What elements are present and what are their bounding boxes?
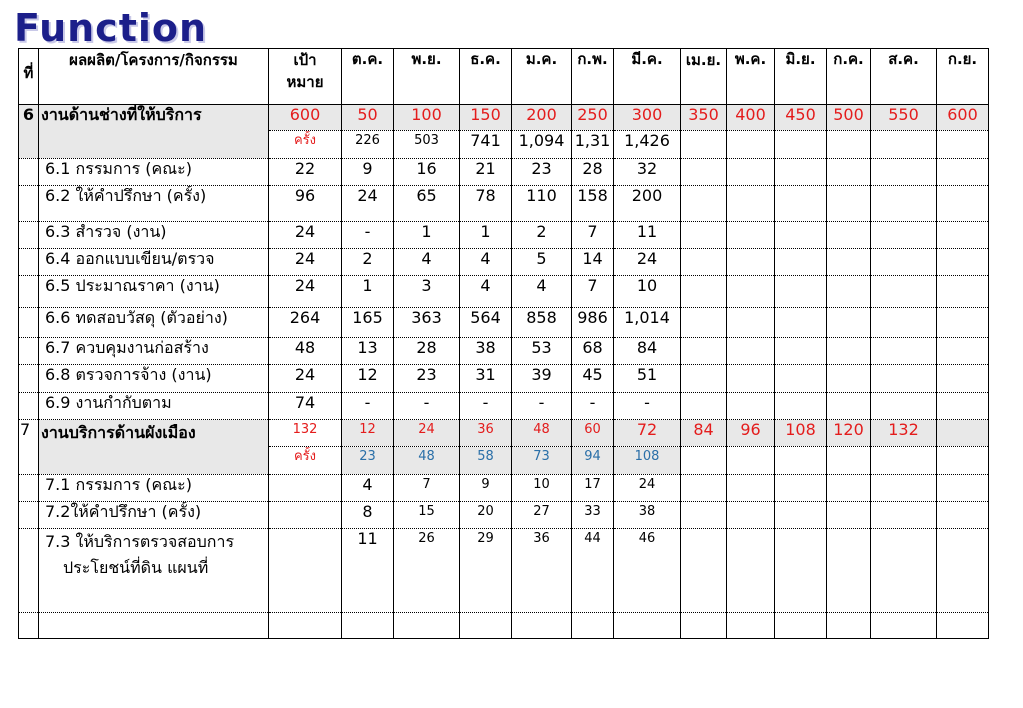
header-month: ก.พ.: [572, 49, 614, 105]
value-cell: 4: [512, 276, 572, 308]
value-cell: 24: [614, 249, 681, 276]
empty-cell: [937, 502, 989, 529]
value-cell: 1,014: [614, 308, 681, 338]
value-cell: 363: [394, 308, 460, 338]
empty-cell: [460, 613, 512, 639]
value-cell: 23: [394, 365, 460, 393]
empty-cell: [775, 613, 827, 639]
empty-cell: [681, 365, 727, 393]
activity-cell: 6.2 ให้คำปรึกษา (ครั้ง): [39, 186, 269, 222]
empty-cell: [827, 131, 871, 159]
empty-cell: [775, 365, 827, 393]
table-row: [19, 529, 989, 613]
table-row: [19, 393, 989, 420]
actual-cell: 48: [394, 447, 460, 475]
activity-cell: 6.7 ควบคุมงานก่อสร้าง: [39, 338, 269, 365]
value-cell: 65: [394, 186, 460, 222]
empty-cell: [727, 613, 775, 639]
empty-cell: [871, 393, 937, 420]
empty-cell: [871, 529, 937, 613]
actual-cell: 73: [512, 447, 572, 475]
header-target: [269, 49, 342, 105]
value-cell: 4: [460, 276, 512, 308]
header-month: ก.ค.: [827, 49, 871, 105]
plan-cell: 450: [775, 105, 827, 131]
value-cell: 31: [460, 365, 512, 393]
empty-cell: [827, 249, 871, 276]
empty-cell: [727, 475, 775, 502]
empty-cell: [827, 338, 871, 365]
empty-cell: [775, 475, 827, 502]
activity-cell: 6.8 ตรวจการจ้าง (งาน): [39, 365, 269, 393]
no-cell: [19, 249, 39, 276]
value-cell: 36: [512, 529, 572, 613]
target-cell: 22: [269, 159, 342, 186]
empty-cell: [937, 131, 989, 159]
target-cell: 48: [269, 338, 342, 365]
empty-cell: [937, 365, 989, 393]
value-cell: 4: [460, 249, 512, 276]
empty-cell: [775, 308, 827, 338]
empty-cell: [727, 529, 775, 613]
plan-cell: 84: [681, 420, 727, 447]
empty-cell: [775, 393, 827, 420]
empty-cell: [827, 475, 871, 502]
value-cell: 1: [342, 276, 394, 308]
empty-cell: [871, 502, 937, 529]
empty-cell: [19, 613, 39, 639]
plan-cell: 132: [871, 420, 937, 447]
empty-cell: [775, 131, 827, 159]
activity-cell: 6.3 สำรวจ (งาน): [39, 222, 269, 249]
activity-cell: 6.9 งานกำกับตาม: [39, 393, 269, 420]
empty-cell: [727, 222, 775, 249]
value-cell: 8: [342, 502, 394, 529]
no-cell: [19, 159, 39, 186]
no-cell: [19, 222, 39, 249]
value-cell: 16: [394, 159, 460, 186]
no-cell: [19, 365, 39, 393]
value-cell: 46: [614, 529, 681, 613]
value-cell: 23: [512, 159, 572, 186]
empty-cell: [775, 249, 827, 276]
plan-cell: 550: [871, 105, 937, 131]
value-cell: 9: [342, 159, 394, 186]
value-cell: 15: [394, 502, 460, 529]
empty-cell: [269, 613, 342, 639]
table-row: [19, 276, 989, 308]
value-cell: 39: [512, 365, 572, 393]
activity-line: ประโยชน์ที่ดิน แผนที่: [63, 558, 209, 577]
empty-cell: [681, 131, 727, 159]
empty-cell: [727, 159, 775, 186]
empty-cell: [937, 475, 989, 502]
activity-table: [18, 48, 989, 639]
empty-cell: [775, 186, 827, 222]
table-row: [19, 613, 989, 639]
target-cell: 264: [269, 308, 342, 338]
value-cell: 44: [572, 529, 614, 613]
plan-cell: 50: [342, 105, 394, 131]
plan-cell: 350: [681, 105, 727, 131]
value-cell: 17: [572, 475, 614, 502]
table-row: [19, 502, 989, 529]
value-cell: -: [342, 222, 394, 249]
unit-cell: ครั้ง: [269, 447, 342, 475]
empty-cell: [775, 447, 827, 475]
empty-cell: [727, 186, 775, 222]
empty-cell: [827, 529, 871, 613]
empty-cell: [937, 613, 989, 639]
empty-cell: [937, 420, 989, 447]
empty-cell: [681, 447, 727, 475]
no-cell: [19, 475, 39, 502]
value-cell: 68: [572, 338, 614, 365]
header-month: ธ.ค.: [460, 49, 512, 105]
empty-cell: [681, 159, 727, 186]
header-activity: [39, 49, 269, 105]
value-cell: 53: [512, 338, 572, 365]
plan-cell: 72: [614, 420, 681, 447]
value-cell: -: [614, 393, 681, 420]
empty-cell: [775, 529, 827, 613]
no-cell: [19, 393, 39, 420]
empty-cell: [827, 222, 871, 249]
empty-cell: [871, 159, 937, 186]
plan-cell: 48: [512, 420, 572, 447]
empty-cell: [871, 308, 937, 338]
header-target-label: เป้าหมาย: [286, 51, 324, 91]
empty-cell: [775, 222, 827, 249]
table-row: [19, 365, 989, 393]
empty-cell: [871, 249, 937, 276]
header-month: มิ.ย.: [775, 49, 827, 105]
actual-cell: 23: [342, 447, 394, 475]
table-header: [19, 49, 989, 105]
actual-cell: 94: [572, 447, 614, 475]
actual-cell: 1,094: [512, 131, 572, 159]
empty-cell: [775, 502, 827, 529]
empty-cell: [871, 186, 937, 222]
value-cell: 28: [572, 159, 614, 186]
header-month: ก.ย.: [937, 49, 989, 105]
value-cell: 110: [512, 186, 572, 222]
value-cell: 13: [342, 338, 394, 365]
value-cell: 24: [342, 186, 394, 222]
activity-cell: 6.6 ทดสอบวัสดุ (ตัวอย่าง): [39, 308, 269, 338]
empty-cell: [727, 308, 775, 338]
value-cell: 7: [572, 222, 614, 249]
empty-cell: [681, 308, 727, 338]
empty-cell: [727, 131, 775, 159]
header-month: ต.ค.: [342, 49, 394, 105]
value-cell: 9: [460, 475, 512, 502]
empty-cell: [775, 276, 827, 308]
plan-cell: 300: [614, 105, 681, 131]
header-month: พ.ค.: [727, 49, 775, 105]
empty-cell: [827, 308, 871, 338]
empty-cell: [775, 338, 827, 365]
plan-cell: 150: [460, 105, 512, 131]
empty-cell: [681, 338, 727, 365]
no-cell: [19, 186, 39, 222]
value-cell: 7: [394, 475, 460, 502]
no-cell: [19, 308, 39, 338]
empty-cell: [871, 365, 937, 393]
value-cell: 7: [572, 276, 614, 308]
target-cell: 74: [269, 393, 342, 420]
value-cell: 26: [394, 529, 460, 613]
empty-cell: [871, 447, 937, 475]
plan-cell: 500: [827, 105, 871, 131]
section-row: [19, 105, 989, 131]
empty-cell: [827, 365, 871, 393]
value-cell: 38: [460, 338, 512, 365]
value-cell: 28: [394, 338, 460, 365]
empty-cell: [727, 338, 775, 365]
value-cell: 1: [394, 222, 460, 249]
value-cell: 29: [460, 529, 512, 613]
value-cell: 78: [460, 186, 512, 222]
empty-cell: [937, 159, 989, 186]
value-cell: 4: [342, 475, 394, 502]
value-cell: 2: [342, 249, 394, 276]
header-month-label: เม.ย.: [685, 51, 722, 69]
header-no: ที่: [19, 49, 39, 105]
unit-cell: ครั้ง: [269, 131, 342, 159]
plan-cell: 200: [512, 105, 572, 131]
empty-cell: [512, 613, 572, 639]
value-cell: 3: [394, 276, 460, 308]
header-month: ม.ค.: [512, 49, 572, 105]
value-cell: -: [460, 393, 512, 420]
empty-cell: [871, 338, 937, 365]
value-cell: 27: [512, 502, 572, 529]
plan-cell: 24: [394, 420, 460, 447]
empty-cell: [937, 338, 989, 365]
empty-cell: [827, 159, 871, 186]
empty-cell: [394, 613, 460, 639]
actual-cell: 741: [460, 131, 512, 159]
empty-cell: [681, 276, 727, 308]
value-cell: 14: [572, 249, 614, 276]
no-cell: [19, 502, 39, 529]
empty-cell: [937, 529, 989, 613]
plan-cell: 400: [727, 105, 775, 131]
empty-cell: [681, 475, 727, 502]
empty-cell: [681, 529, 727, 613]
empty-cell: [727, 249, 775, 276]
plan-cell: 96: [727, 420, 775, 447]
empty-cell: [614, 613, 681, 639]
empty-cell: [871, 222, 937, 249]
plan-cell: 108: [775, 420, 827, 447]
value-cell: 4: [394, 249, 460, 276]
actual-cell: 108: [614, 447, 681, 475]
table-row: [19, 475, 989, 502]
activity-cell: 6.4 ออกแบบเขียน/ตรวจ: [39, 249, 269, 276]
empty-cell: [827, 276, 871, 308]
empty-cell: [39, 613, 269, 639]
empty-cell: [727, 502, 775, 529]
section-row: [19, 420, 989, 447]
value-cell: 20: [460, 502, 512, 529]
empty-cell: [937, 393, 989, 420]
activity-line: 7.3 ให้บริการตรวจสอบการ: [45, 532, 235, 551]
empty-cell: [827, 186, 871, 222]
value-cell: 10: [512, 475, 572, 502]
plan-cell: 36: [460, 420, 512, 447]
activity-cell: 7.2ให้คำปรึกษา (ครั้ง): [39, 502, 269, 529]
actual-cell: 503: [394, 131, 460, 159]
value-cell: 858: [512, 308, 572, 338]
value-cell: 564: [460, 308, 512, 338]
value-cell: 158: [572, 186, 614, 222]
no-cell: [19, 529, 39, 613]
target-cell: 24: [269, 222, 342, 249]
target-cell: 132: [269, 420, 342, 447]
table-row: [19, 159, 989, 186]
empty-cell: [827, 613, 871, 639]
value-cell: -: [512, 393, 572, 420]
value-cell: 1: [460, 222, 512, 249]
activity-cell: 6.1 กรรมการ (คณะ): [39, 159, 269, 186]
table-row: [19, 308, 989, 338]
value-cell: 11: [342, 529, 394, 613]
table-row: [19, 249, 989, 276]
empty-cell: [727, 365, 775, 393]
plan-cell: 600: [937, 105, 989, 131]
target-cell: [269, 475, 342, 502]
value-cell: -: [394, 393, 460, 420]
actual-cell: 1,426: [614, 131, 681, 159]
activity-cell: 6.5 ประมาณราคา (งาน): [39, 276, 269, 308]
table-row: [19, 222, 989, 249]
table-row: [19, 186, 989, 222]
value-cell: 200: [614, 186, 681, 222]
value-cell: 38: [614, 502, 681, 529]
value-cell: -: [572, 393, 614, 420]
empty-cell: [871, 131, 937, 159]
empty-cell: [727, 447, 775, 475]
value-cell: 32: [614, 159, 681, 186]
header-activity-label: ผลผลิต/โครงการ/กิจกรรม: [69, 51, 238, 69]
empty-cell: [871, 475, 937, 502]
empty-cell: [827, 393, 871, 420]
empty-cell: [727, 393, 775, 420]
plan-cell: 60: [572, 420, 614, 447]
target-cell: 600: [269, 105, 342, 131]
section-number: 6: [19, 105, 39, 159]
value-cell: 33: [572, 502, 614, 529]
empty-cell: [681, 613, 727, 639]
empty-cell: [937, 186, 989, 222]
target-cell: 24: [269, 365, 342, 393]
header-month: มี.ค.: [614, 49, 681, 105]
target-cell: 24: [269, 249, 342, 276]
plan-cell: 120: [827, 420, 871, 447]
plan-cell: 12: [342, 420, 394, 447]
empty-cell: [572, 613, 614, 639]
empty-cell: [681, 186, 727, 222]
target-cell: [269, 502, 342, 529]
activity-cell: 7.1 กรรมการ (คณะ): [39, 475, 269, 502]
value-cell: 2: [512, 222, 572, 249]
value-cell: 45: [572, 365, 614, 393]
header-month: [681, 49, 727, 105]
section-number: 7: [19, 420, 39, 475]
plan-cell: 100: [394, 105, 460, 131]
header-month: พ.ย.: [394, 49, 460, 105]
table-row: [19, 338, 989, 365]
empty-cell: [681, 502, 727, 529]
page-title: Function: [14, 6, 208, 50]
empty-cell: [827, 447, 871, 475]
empty-cell: [871, 613, 937, 639]
empty-cell: [937, 276, 989, 308]
value-cell: 24: [614, 475, 681, 502]
value-cell: 84: [614, 338, 681, 365]
empty-cell: [775, 159, 827, 186]
value-cell: 5: [512, 249, 572, 276]
empty-cell: [827, 502, 871, 529]
target-cell: 24: [269, 276, 342, 308]
no-cell: [19, 276, 39, 308]
activity-cell: [39, 529, 269, 613]
no-cell: [19, 338, 39, 365]
value-cell: 165: [342, 308, 394, 338]
target-cell: 96: [269, 186, 342, 222]
actual-cell: 58: [460, 447, 512, 475]
value-cell: 11: [614, 222, 681, 249]
empty-cell: [937, 308, 989, 338]
empty-cell: [342, 613, 394, 639]
plan-cell: 250: [572, 105, 614, 131]
header-month: ส.ค.: [871, 49, 937, 105]
empty-cell: [937, 249, 989, 276]
empty-cell: [681, 249, 727, 276]
empty-cell: [727, 276, 775, 308]
value-cell: 21: [460, 159, 512, 186]
actual-cell: 1,31: [572, 131, 614, 159]
actual-cell: 226: [342, 131, 394, 159]
target-cell: [269, 529, 342, 613]
value-cell: 986: [572, 308, 614, 338]
section-name: งานด้านช่างที่ให้บริการ: [39, 105, 269, 159]
value-cell: 12: [342, 365, 394, 393]
empty-cell: [681, 393, 727, 420]
empty-cell: [871, 276, 937, 308]
empty-cell: [681, 222, 727, 249]
section-name: งานบริการด้านผังเมือง: [39, 420, 269, 475]
value-cell: 10: [614, 276, 681, 308]
value-cell: 51: [614, 365, 681, 393]
value-cell: -: [342, 393, 394, 420]
empty-cell: [937, 222, 989, 249]
empty-cell: [937, 447, 989, 475]
